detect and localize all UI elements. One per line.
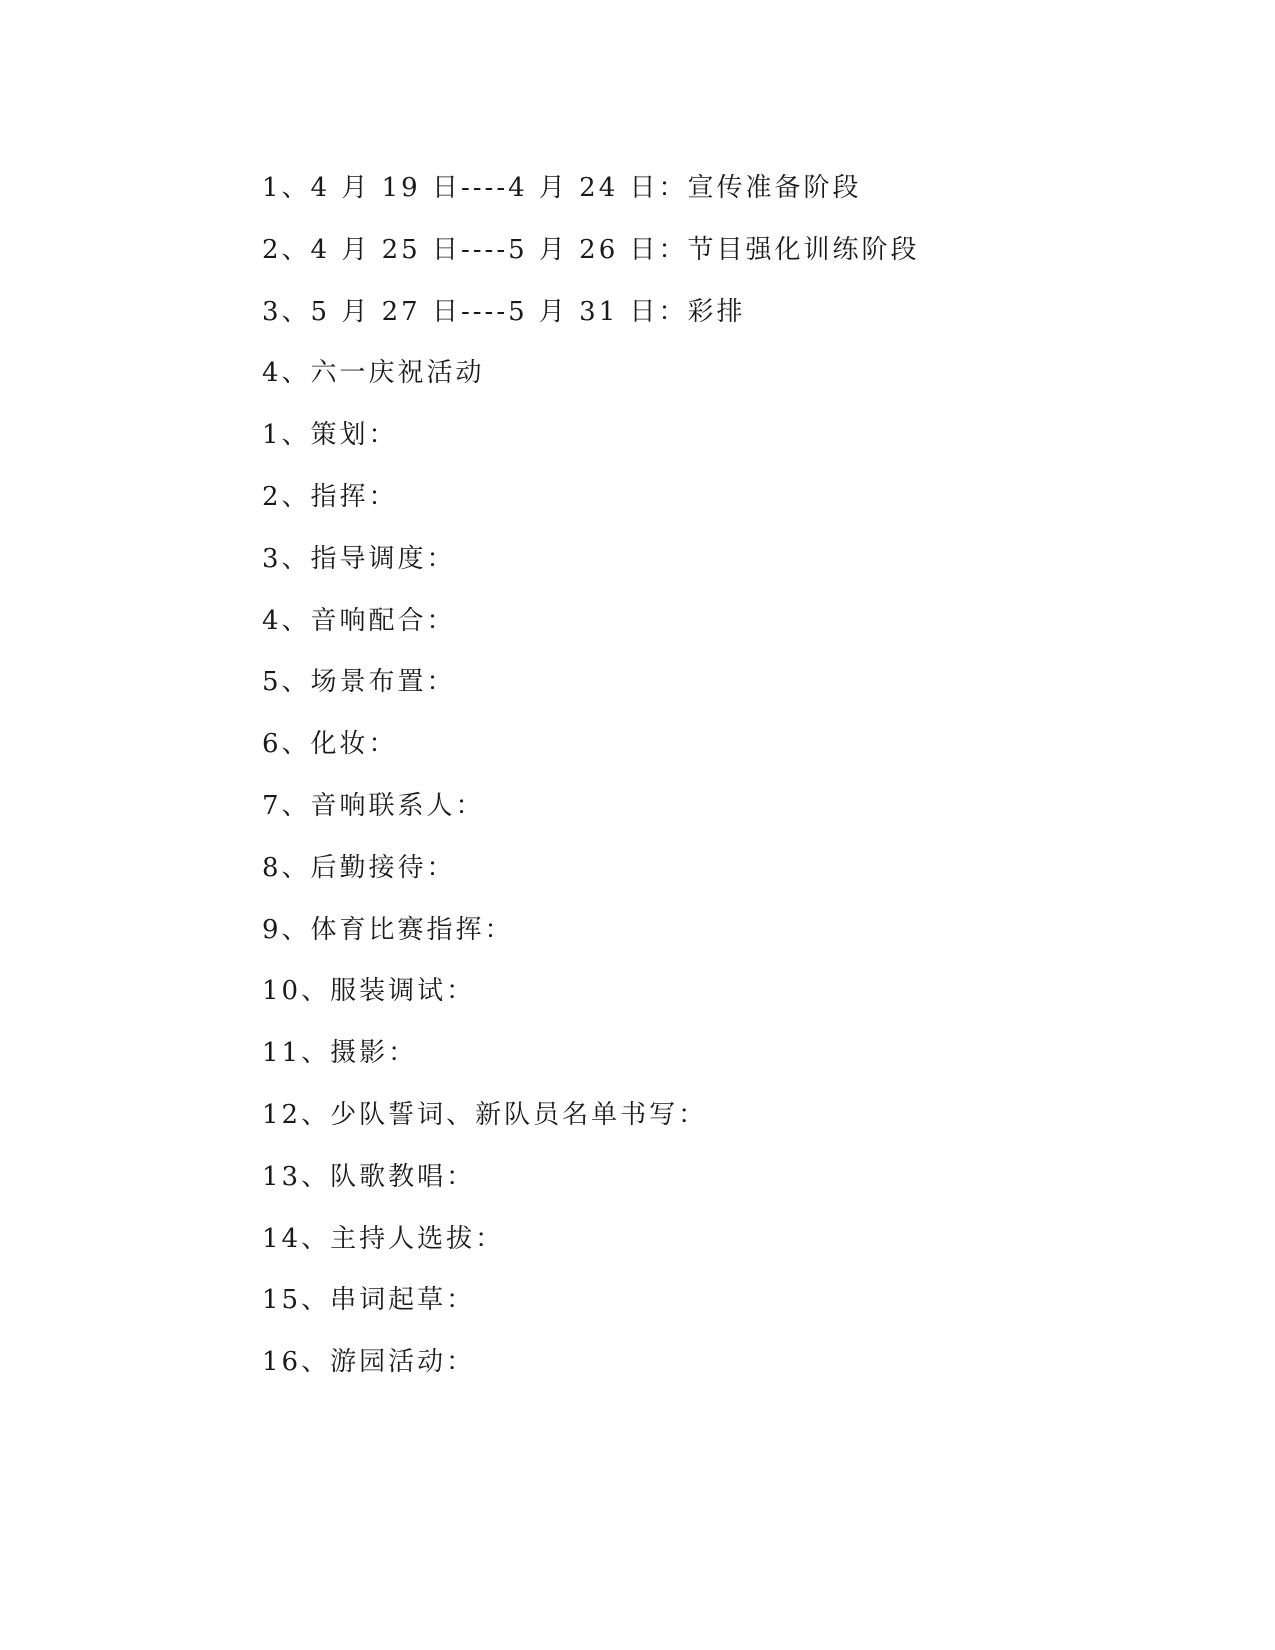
schedule-line-4: 4、六一庆祝活动 [262,358,485,389]
role-logistics: 8、后勤接待： [262,852,456,883]
role-command: 2、指挥： [262,481,398,512]
role-stage-setup: 5、场景布置： [262,667,456,698]
role-photography: 11、摄影： [262,1038,418,1069]
role-guidance: 3、指导调度： [262,543,456,574]
role-garden-activity: 16、游园活动： [262,1347,476,1378]
schedule-line-3: 3、5 月 27 日----5 月 31 日：彩排 [262,296,746,327]
schedule-line-1: 1、4 月 19 日----4 月 24 日：宣传准备阶段 [262,173,862,203]
role-sports-command: 9、体育比赛指挥： [262,914,514,945]
role-oath-writing: 12、少队誓词、新队员名单书写： [262,1099,708,1130]
role-planning: 1、策划： [262,420,398,451]
document-text-list [262,168,1162,1404]
role-makeup: 6、化妆： [262,729,398,760]
role-script-drafting: 15、串词起草： [262,1285,476,1316]
role-anthem-teaching: 13、队歌教唱： [262,1161,476,1192]
role-costume: 10、服装调试： [262,976,476,1007]
role-audio: 4、音响配合： [262,605,456,636]
role-host-selection: 14、主持人选拔： [262,1223,505,1254]
role-audio-contact: 7、音响联系人： [262,790,485,821]
schedule-line-2: 2、4 月 25 日----5 月 26 日：节目强化训练阶段 [262,234,920,265]
